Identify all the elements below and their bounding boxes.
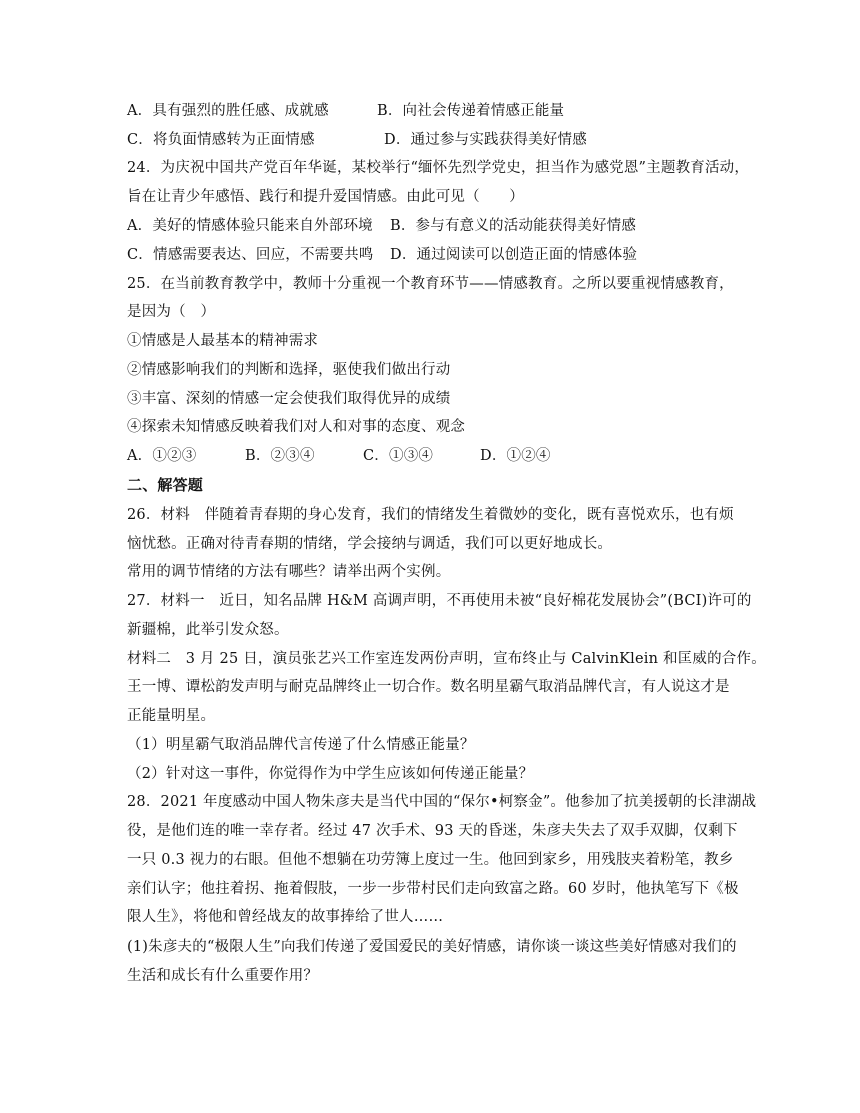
q25-option-c: C．①③④ xyxy=(363,448,434,464)
q23-option-row-2 xyxy=(127,130,587,150)
q24-option-a: A．美好的情感体验只能来自外部环境 xyxy=(127,218,373,234)
q26-material-cont: 恼忧愁。正确对待青春期的情绪，学会接纳与调适，我们可以更好地成长。 xyxy=(127,536,613,552)
q27-subquestion-2: （2）针对这一事件，你觉得作为中学生应该如何传递正能量？ xyxy=(127,766,534,782)
q25-item-1: ①情感是人最基本的精神需求 xyxy=(127,333,319,349)
q27-material-1: 27．材料一 近日，知名品牌 H&M 高调声明，不再使用未被“良好棉花发展协会”(BCI)许可的 xyxy=(127,593,752,609)
q23-option-b: B．向社会传递着情感正能量 xyxy=(377,103,565,119)
q25-option-b: B．②③④ xyxy=(245,448,315,464)
q27-material-2-end: 正能量明星。 xyxy=(127,708,216,724)
q23-option-c: C．将负面情感转为正面情感 xyxy=(127,132,315,148)
section-heading: 二、解答题 xyxy=(127,476,204,494)
q25-stem: 25．在当前教育教学中，教师十分重视一个教育环节——情感教育。之所以要重视情感教育， xyxy=(127,276,734,292)
q24-option-c: C．情感需要表达、回应，不需要共鸣 xyxy=(127,247,374,263)
q24-option-row-1 xyxy=(127,216,637,236)
q25-option-row xyxy=(127,446,551,466)
q24-option-d: D．通过阅读可以创造正面的情感体验 xyxy=(390,247,638,263)
q27-material-2-cont: 王一博、谭松韵发声明与耐克品牌终止一切合作。数名明星霸气取消品牌代言，有人说这才是 xyxy=(127,679,730,695)
q28-material-cont-2: 一只 0.3 视力的右眼。但他不想躺在功劳簿上度过一生。他回到家乡，用残肢夹着粉笔，教乡 xyxy=(127,852,734,868)
q27-material-2: 材料二 3 月 25 日，演员张艺兴工作室连发两份声明，宣布终止与 CalvinKlein 和匡威的合作。 xyxy=(127,651,766,667)
q28-subquestion-1: (1)朱彦夫的“极限人生”向我们传递了爱国爱民的美好情感，请你谈一谈这些美好情感对我们的 xyxy=(127,939,737,955)
q23-option-row-1 xyxy=(127,101,565,121)
q26-question: 常用的调节情绪的方法有哪些？请举出两个实例。 xyxy=(127,564,451,580)
q23-option-a: A．具有强烈的胜任感、成就感 xyxy=(127,103,329,119)
q23-option-d: D．通过参与实践获得美好情感 xyxy=(384,132,587,148)
q26-material: 26．材料 伴随着青春期的身心发育，我们的情绪发生着微妙的变化，既有喜悦欢乐，也有烦 xyxy=(127,507,734,523)
q28-subquestion-1-cont: 生活和成长有什么重要作用？ xyxy=(127,968,319,984)
q25-option-d: D．①②④ xyxy=(480,448,551,464)
q25-option-a: A．①②③ xyxy=(127,448,197,464)
q28-material-cont-3: 亲们认字；他拄着拐、拖着假肢，一步一步带村民们走向致富之路。60 岁时，他执笔写下《极 xyxy=(127,881,739,897)
q25-stem-cont: 是因为（ ） xyxy=(127,304,216,320)
q28-material: 28．2021 年度感动中国人物朱彦夫是当代中国的“保尔•柯察金”。他参加了抗美援朝的长津湖战 xyxy=(127,794,757,810)
q25-item-2: ②情感影响我们的判断和选择，驱使我们做出行动 xyxy=(127,362,451,378)
q24-stem-cont: 旨在让青少年感悟、践行和提升爱国情感。由此可见（ ） xyxy=(127,189,524,205)
q24-option-b: B．参与有意义的活动能获得美好情感 xyxy=(390,218,637,234)
q24-stem: 24．为庆祝中国共产党百年华诞，某校举行“缅怀先烈学党史，担当作为感党恩”主题教育活动， xyxy=(127,160,750,176)
q27-subquestion-1: （1）明星霸气取消品牌代言传递了什么情感正能量？ xyxy=(127,737,475,753)
q25-item-3: ③丰富、深刻的情感一定会使我们取得优异的成绩 xyxy=(127,391,451,407)
q28-material-cont-4: 限人生》，将他和曾经战友的故事捧给了世人…… xyxy=(127,909,444,925)
q24-option-row-2 xyxy=(127,245,638,265)
q25-item-4: ④探索未知情感反映着我们对人和对事的态度、观念 xyxy=(127,419,466,435)
q27-material-1-cont: 新疆棉，此举引发众怒。 xyxy=(127,622,289,638)
q28-material-cont-1: 役，是他们连的唯一幸存者。经过 47 次手术、93 天的昏迷，朱彦夫失去了双手双脚，仅剩下 xyxy=(127,823,738,839)
